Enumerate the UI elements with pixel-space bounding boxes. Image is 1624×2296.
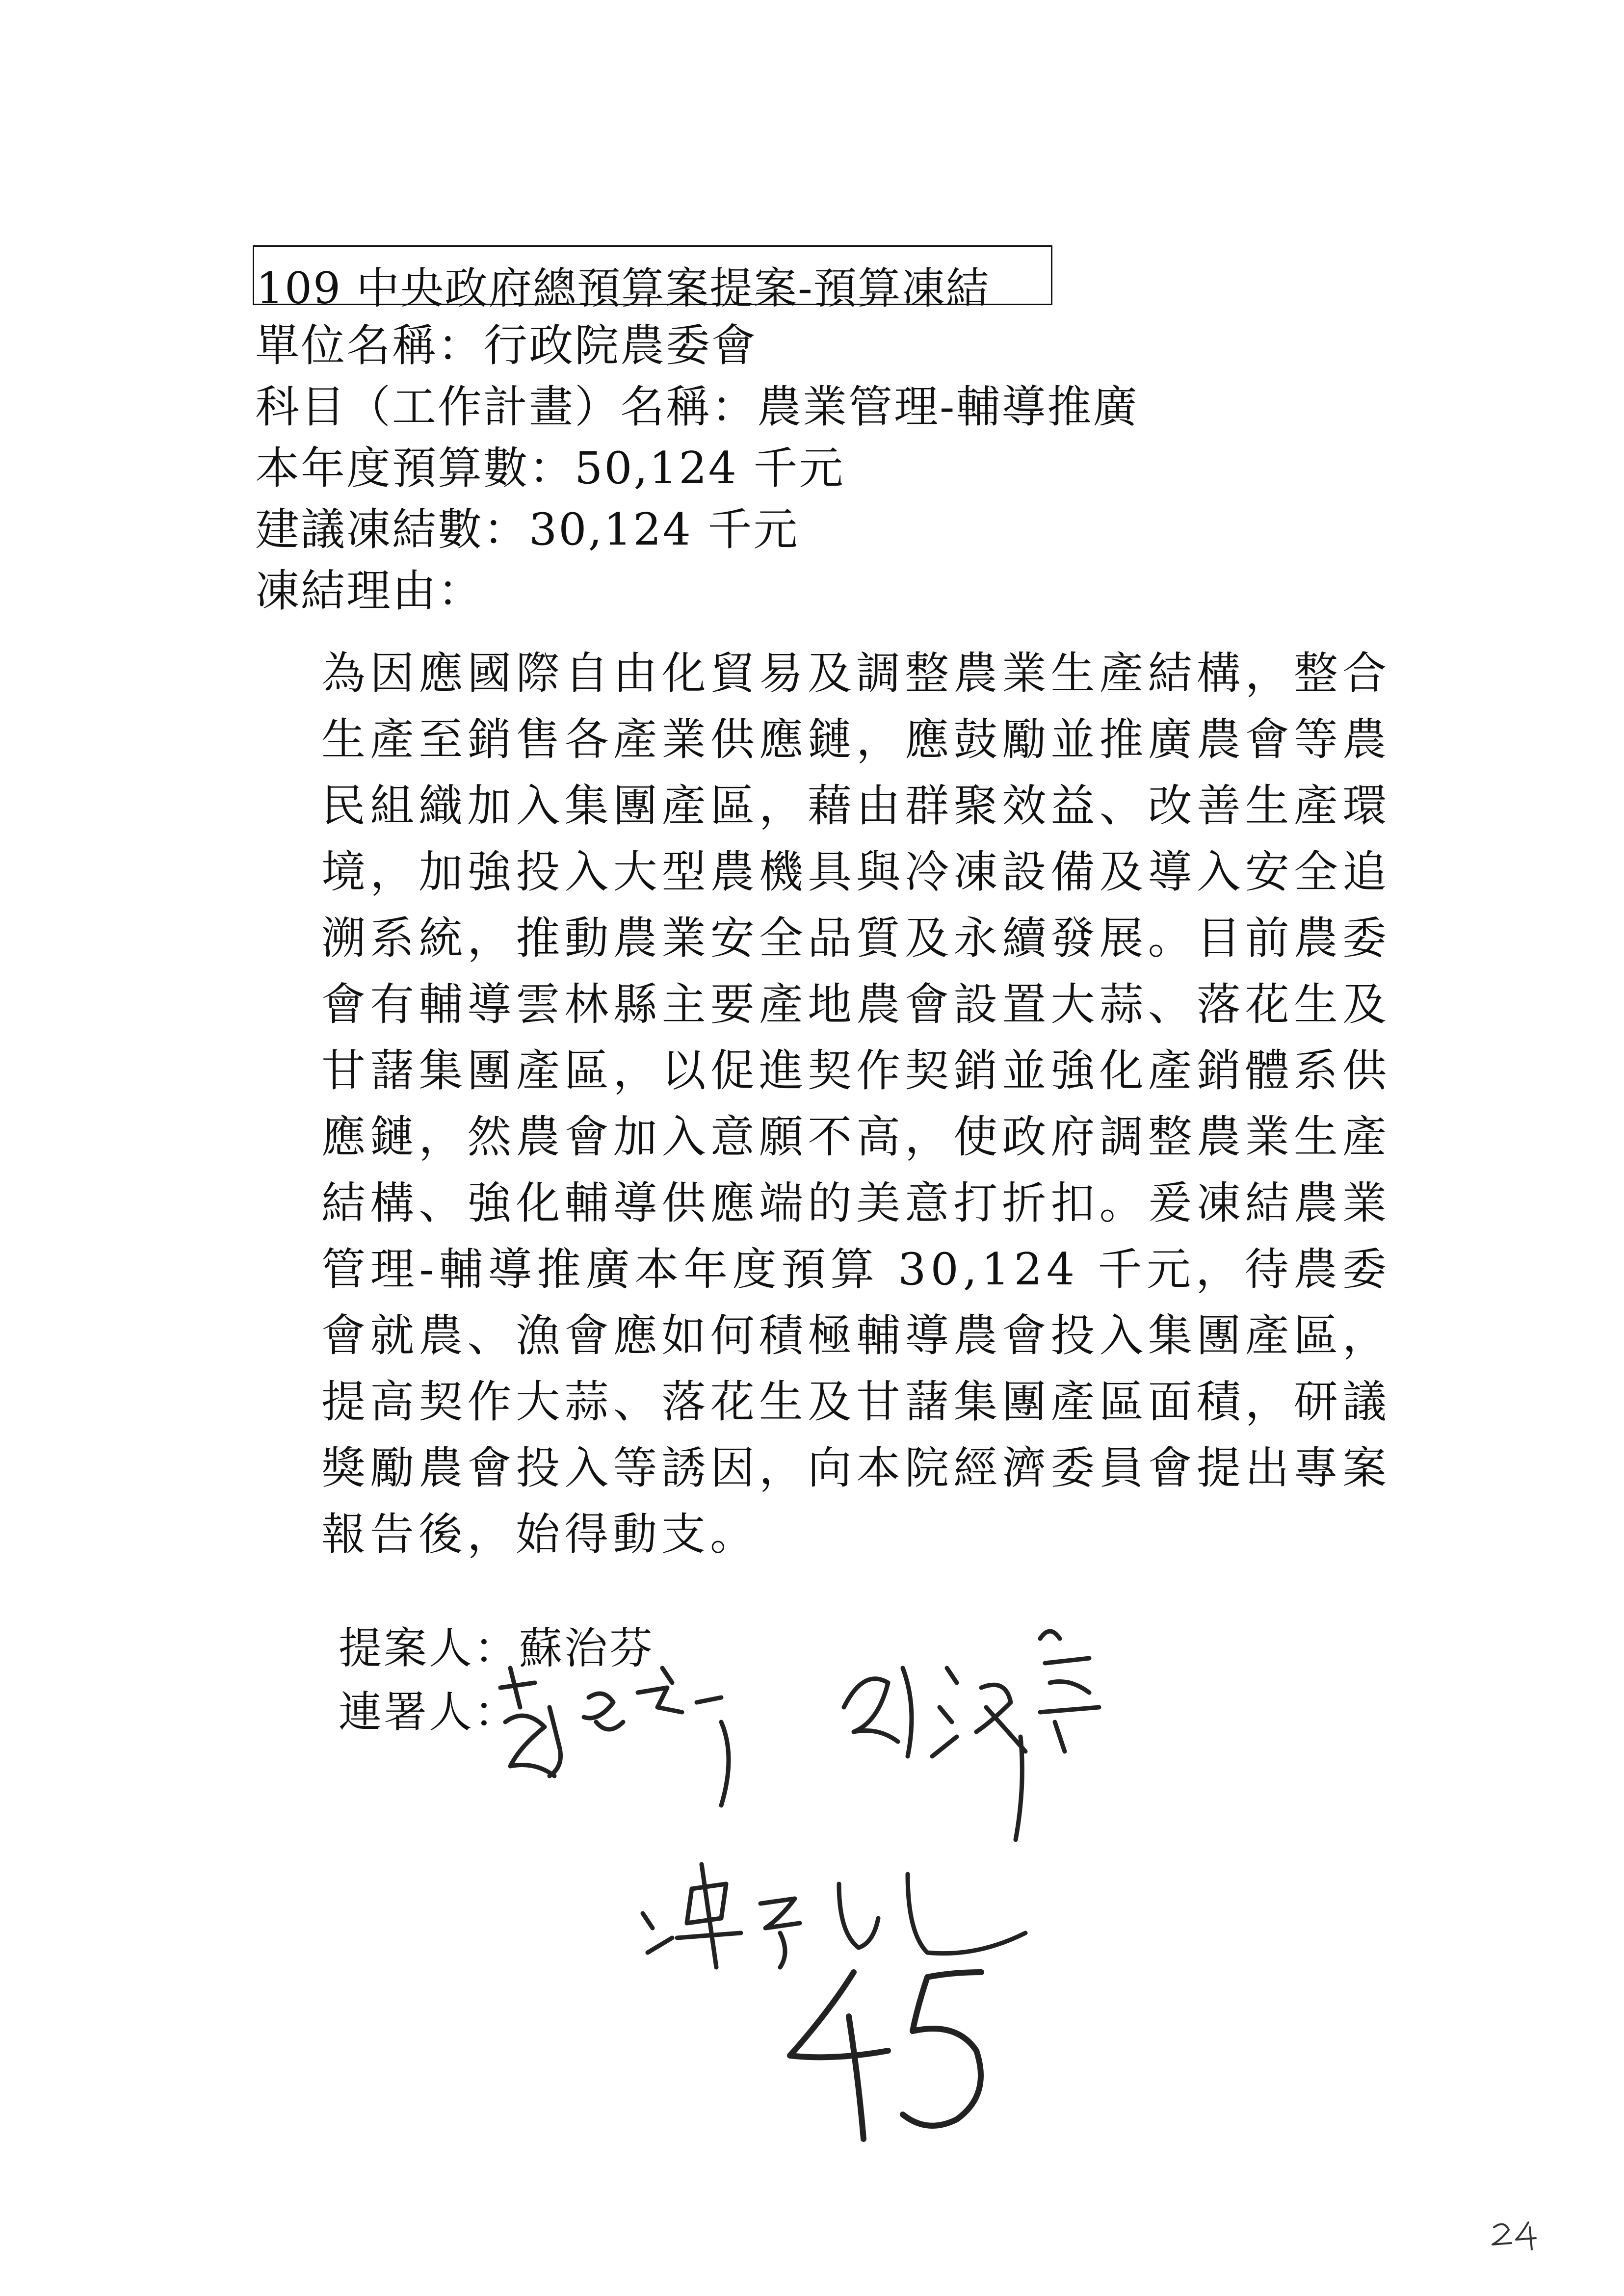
document-title: 109 中央政府總預算案提案-預算凍結: [256, 263, 990, 313]
unit-name-line: 單位名稱：行政院農委會: [255, 320, 757, 371]
handwritten-number-45: [770, 1953, 1006, 2149]
handwritten-signature-2: [834, 1609, 1109, 1864]
subject-name-line: 科目（工作計畫）名稱：農業管理-輔導推廣: [255, 381, 1139, 433]
reason-heading: 凍結理由：: [255, 565, 483, 617]
proposer-line: 提案人：蘇治芬: [339, 1623, 655, 1673]
freeze-amount-line: 建議凍結數：30,124 千元: [255, 504, 799, 555]
cosigner-label: 連署人：: [339, 1687, 520, 1737]
handwritten-page-number: [1487, 2218, 1545, 2252]
handwritten-signature-1: [491, 1648, 765, 1835]
budget-amount-line: 本年度預算數：50,124 千元: [255, 443, 845, 494]
reason-paragraph: 為因應國際自由化貿易及調整農業生產結構，整合生產至銷售各產業供應鏈，應鼓勵並推廣農會等農民組織加入集團產區，藉由群聚效益、改善生產環境，加強投入大型農機具與冷凍設備及導入安全追溯系統，推動農業安全品質及永續發展。目前農委會有輔導雲林縣主要產地農會設置大蒜、落花生及甘藷集團產區，以促進契作契銷並強化產銷體系供應鏈，然農會加入意願不高，使政府調整農業生產結構、強化輔導供應端的美意打折扣。爰凍結農業管理-輔導推廣本年度預算 30,124 千元，待農委會就農、漁會應如何積極輔導農會投入集團產區，提高契作大蒜、落花生及甘藷集團產區面積，研議獎勵農會投入等誘因，向本院經濟委員會提出專案報告後，始得動支。: [321, 648, 1391, 1560]
